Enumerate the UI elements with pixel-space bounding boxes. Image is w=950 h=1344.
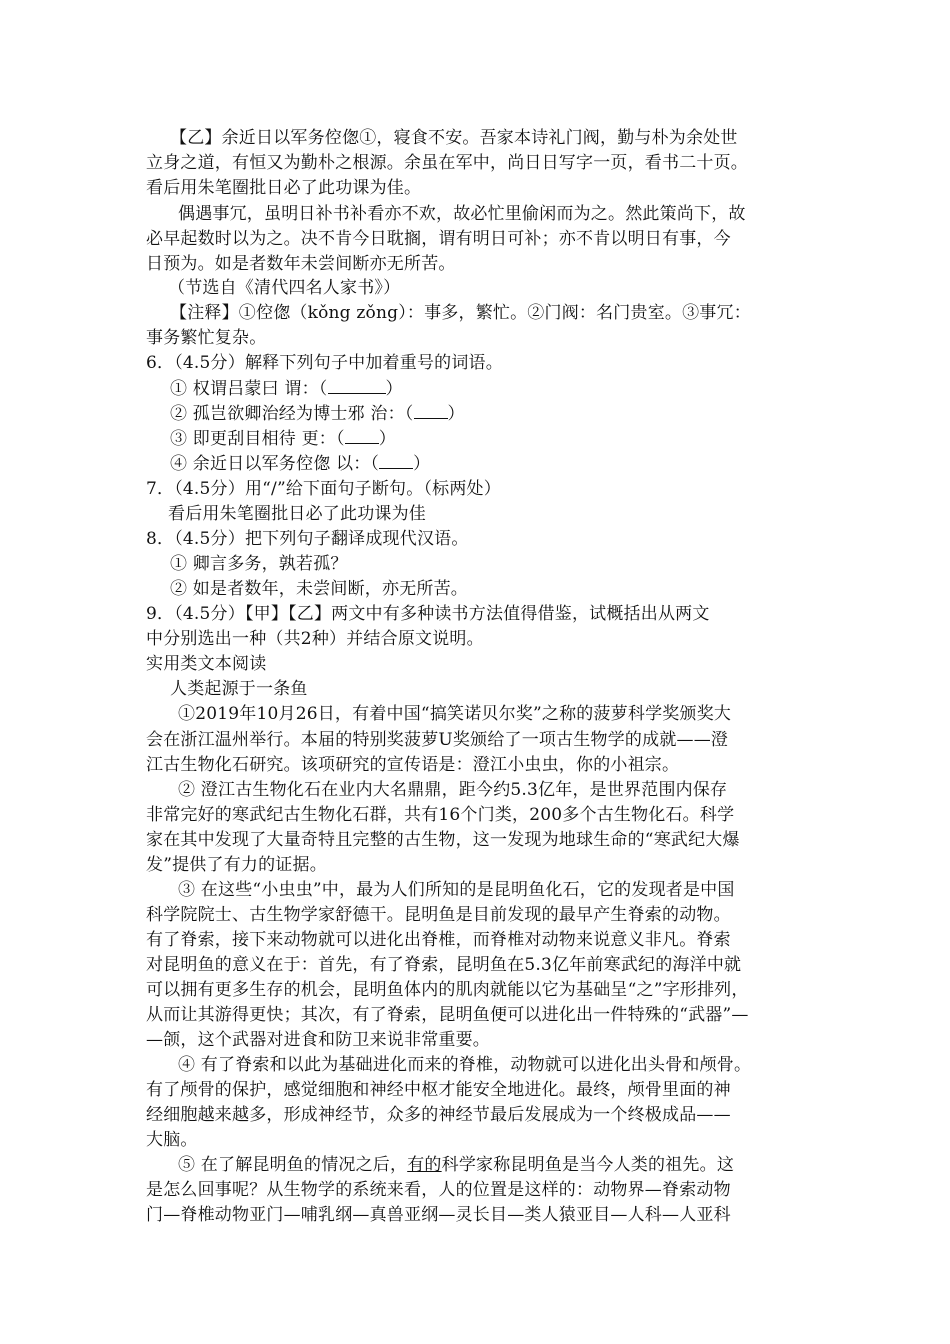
article-line: ⑤ 在了解昆明鱼的情况之后，有的科学家称昆明鱼是当今人类的祖先。这: [178, 1155, 735, 1175]
q6-item: ③ 即更刮目相待 更：（ ）: [170, 429, 396, 449]
article-line: ④ 有了脊索和以此为基础进化而来的脊椎，动物就可以进化出头骨和颅骨。: [178, 1055, 752, 1075]
article-line: ③ 在这些“小虫虫”中，最为人们所知的是昆明鱼化石，它的发现者是中国: [178, 880, 735, 900]
article-line: 家在其中发现了大量奇特且完整的古生物，这一发现为地球生命的“寒武纪大爆: [146, 830, 740, 850]
q8-item: ① 卿言多务，孰若孤？: [170, 554, 348, 574]
question-7-stem: 7．（4.5分）用“/”给下面句子断句。（标两处）: [146, 479, 501, 499]
q8-item: ② 如是者数年，未尝间断，亦无所苦。: [170, 579, 469, 599]
article-line: 非常完好的寒武纪古生物化石群，共有16个门类，200多个古生物化石。科学: [146, 805, 735, 825]
article-line: 有了脊索，接下来动物就可以进化出脊椎，而脊椎对动物来说意义非凡。脊索: [146, 930, 731, 950]
q6-item: ① 权谓吕蒙曰 谓：（ ）: [170, 379, 403, 399]
question-9-stem: 中分别选出一种（共2种）并结合原文说明。: [146, 629, 484, 649]
notes-line: 事务繁忙复杂。: [146, 328, 267, 348]
yi-line: 日预为。如是者数年未尝间断亦无所苦。: [146, 254, 456, 274]
section-heading: 实用类文本阅读: [146, 654, 267, 674]
yi-line: 看后用朱笔圈批日必了此功课为佳。: [146, 178, 422, 198]
answer-blank[interactable]: [328, 377, 386, 394]
answer-blank[interactable]: [345, 427, 379, 444]
yi-line: 【乙】余近日以军务倥偬①，寝食不安。吾家本诗礼门阀，勤与朴为余处世: [170, 128, 738, 148]
yi-line: 必早起数时以为之。决不肯今日耽搁，谓有明日可补；亦不肯以明日有事，今: [146, 229, 731, 249]
article-line: 有了颅骨的保护，感觉细胞和神经中枢才能安全地进化。最终，颅骨里面的神: [146, 1080, 731, 1100]
article-line: 发”提供了有力的证据。: [146, 855, 327, 875]
article-line: 是怎么回事呢？从生物学的系统来看，人的位置是这样的：动物界—脊索动物: [146, 1180, 731, 1200]
question-8-stem: 8．（4.5分）把下列句子翻译成现代汉语。: [146, 529, 469, 549]
article-line: 会在浙江温州举行。本届的特别奖菠萝U奖颁给了一项古生物学的成就——澄: [146, 730, 729, 750]
question-9-stem: 9．（4.5分）【甲】【乙】两文中有多种读书方法值得借鉴，试概括出从两文: [146, 604, 710, 624]
article-line: 可以拥有更多生存的机会，昆明鱼体内的肌肉就能以它为基础呈“之”字形排列，: [146, 980, 749, 1000]
notes-line: 【注释】①倥偬（kǒng zǒng）：事多，繁忙。②门阀：名门贵室。③事冗：: [170, 303, 751, 323]
article-line: ② 澄江古生物化石在业内大名鼎鼎，距今约5.3亿年，是世界范围内保存: [178, 780, 728, 800]
article-line: ①2019年10月26日，有着中国“搞笑诺贝尔奖”之称的菠萝科学奖颁奖大: [178, 704, 732, 724]
question-6-stem: 6．（4.5分）解释下列句子中加着重号的词语。: [146, 353, 503, 373]
article-title: 人类起源于一条鱼: [170, 679, 308, 699]
underlined-word: 有的: [407, 1155, 442, 1175]
article-line: 门—脊椎动物亚门—哺乳纲—真兽亚纲—灵长目—类人猿亚目—人科—人亚科: [146, 1205, 731, 1225]
article-line: 科学院院士、古生物学家舒德干。昆明鱼是目前发现的最早产生脊索的动物。: [146, 905, 731, 925]
article-line: 对昆明鱼的意义在于：首先，有了脊索，昆明鱼在5.3亿年前寒武纪的海洋中就: [146, 955, 742, 975]
answer-blank[interactable]: [379, 452, 413, 469]
answer-blank[interactable]: [414, 402, 448, 419]
article-line: 从而让其游得更快；其次，有了脊索，昆明鱼便可以进化出一件特殊的“武器”—: [146, 1005, 749, 1025]
article-line: 大脑。: [146, 1130, 198, 1150]
article-line: —颌，这个武器对进食和防卫来说非常重要。: [146, 1030, 490, 1050]
article-line: 江古生物化石研究。该项研究的宣传语是：澄江小虫虫，你的小祖宗。: [146, 755, 680, 775]
q6-item: ② 孤岂欲卿治经为博士邪 治：（ ）: [170, 404, 465, 424]
source-line: （节选自《清代四名人家书》）: [168, 278, 401, 298]
q7-sentence: 看后用朱笔圈批日必了此功课为佳: [168, 504, 426, 524]
yi-line: 偶遇事冗，虽明日补书补看亦不欢，故必忙里偷闲而为之。然此策尚下，故: [178, 204, 746, 224]
q6-item: ④ 余近日以军务倥偬 以：（ ）: [170, 454, 431, 474]
yi-line: 立身之道，有恒又为勤朴之根源。余虽在军中，尚日日写字一页，看书二十页。: [146, 153, 748, 173]
article-line: 经细胞越来越多，形成神经节，众多的神经节最后发展成为一个终极成品——: [146, 1105, 731, 1125]
